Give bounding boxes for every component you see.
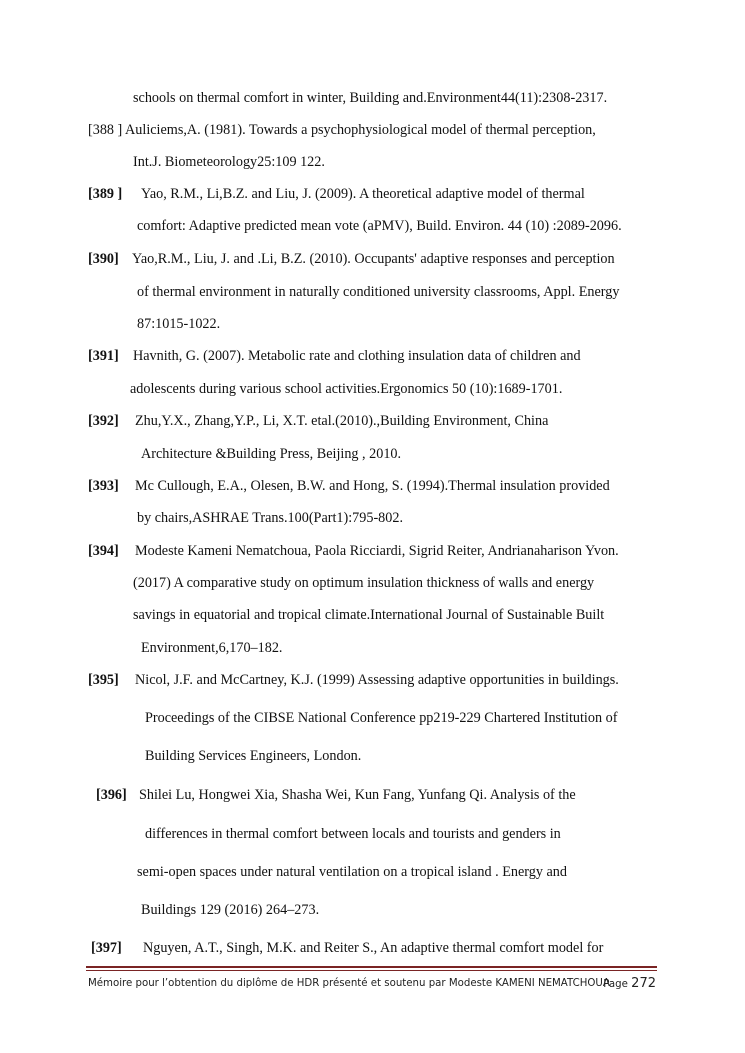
ref-396-line-4: Buildings 129 (2016) 264–273. (141, 902, 320, 918)
ref-397-number: [397] (91, 940, 122, 956)
ref-393-line-2: by chairs,ASHRAE Trans.100(Part1):795-802. (137, 510, 404, 526)
ref-390-number: [390] (88, 251, 119, 267)
page-footer (88, 976, 656, 992)
ref-393-number: [393] (88, 478, 119, 494)
ref-395-number: [395] (88, 672, 119, 688)
ref-394-number: [394] (88, 543, 119, 559)
footer-text: Mémoire pour l’obtention du diplôme de HDR présenté et soutenu par Modeste KAMENI NEMATCHOUA (88, 978, 610, 989)
footer-rule-thin (86, 970, 657, 971)
page-label: Page (603, 979, 628, 990)
page-indicator (603, 976, 656, 991)
ref-397-line-1: Nguyen, A.T., Singh, M.K. and Reiter S., An adaptive thermal comfort model for (143, 940, 604, 956)
ref-388-line-1: [388 ] Auliciems,A. (1981). Towards a psychophysiological model of thermal perception, (88, 122, 596, 138)
ref-394-line-2: (2017) A comparative study on optimum insulation thickness of walls and energy (133, 575, 595, 591)
ref-392-line-1: Zhu,Y.X., Zhang,Y.P., Li, X.T. etal.(2010).,Building Environment, China (135, 413, 549, 429)
ref-393-line-1: Mc Cullough, E.A., Olesen, B.W. and Hong, S. (1994).Thermal insulation provided (135, 478, 610, 494)
ref-395-line-1: Nicol, J.F. and McCartney, K.J. (1999) Assessing adaptive opportunities in buildings. (135, 672, 619, 688)
ref-392-number: [392] (88, 413, 119, 429)
ref-390-line-1: Yao,R.M., Liu, J. and .Li, B.Z. (2010). Occupants' adaptive responses and perception (132, 251, 615, 267)
footer-rule-thick (86, 966, 657, 968)
ref-394-line-1: Modeste Kameni Nematchoua, Paola Ricciardi, Sigrid Reiter, Andrianaharison Yvon. (135, 543, 619, 559)
ref-391-number: [391] (88, 348, 119, 364)
ref-395-line-2: Proceedings of the CIBSE National Conference pp219-229 Chartered Institution of (145, 710, 618, 726)
ref-394-line-3: savings in equatorial and tropical climate.International Journal of Sustainable Built (133, 607, 605, 623)
ref-391-line-1: Havnith, G. (2007). Metabolic rate and clothing insulation data of children and (133, 348, 581, 364)
page-number: 272 (631, 976, 656, 991)
ref-396-line-3: semi-open spaces under natural ventilation on a tropical island . Energy and (137, 864, 567, 880)
ref-396-line-2: differences in thermal comfort between locals and tourists and genders in (145, 826, 561, 842)
ref-390-line-3: 87:1015-1022. (137, 316, 221, 332)
ref-389-number: [389 ] (88, 186, 123, 202)
ref-389-line-2: comfort: Adaptive predicted mean vote (aPMV), Build. Environ. 44 (10) :2089-2096. (137, 218, 622, 234)
ref-389-line-1: Yao, R.M., Li,B.Z. and Liu, J. (2009). A theoretical adaptive model of thermal (141, 186, 585, 202)
ref-387-continuation: schools on thermal comfort in winter, Building and.Environment44(11):2308-2317. (133, 90, 608, 106)
ref-390-line-2: of thermal environment in naturally conditioned university classrooms, Appl. Energy (137, 284, 620, 300)
ref-394-line-4: Environment,6,170–182. (141, 640, 283, 656)
ref-391-line-2: adolescents during various school activities.Ergonomics 50 (10):1689-1701. (130, 381, 563, 397)
ref-396-line-1: Shilei Lu, Hongwei Xia, Shasha Wei, Kun Fang, Yunfang Qi. Analysis of the (139, 787, 576, 803)
ref-396-number: [396] (96, 787, 127, 803)
ref-395-line-3: Building Services Engineers, London. (145, 748, 362, 764)
ref-392-line-2: Architecture &Building Press, Beijing , 2010. (141, 446, 402, 462)
ref-388-line-2: Int.J. Biometeorology25:109 122. (133, 154, 325, 170)
